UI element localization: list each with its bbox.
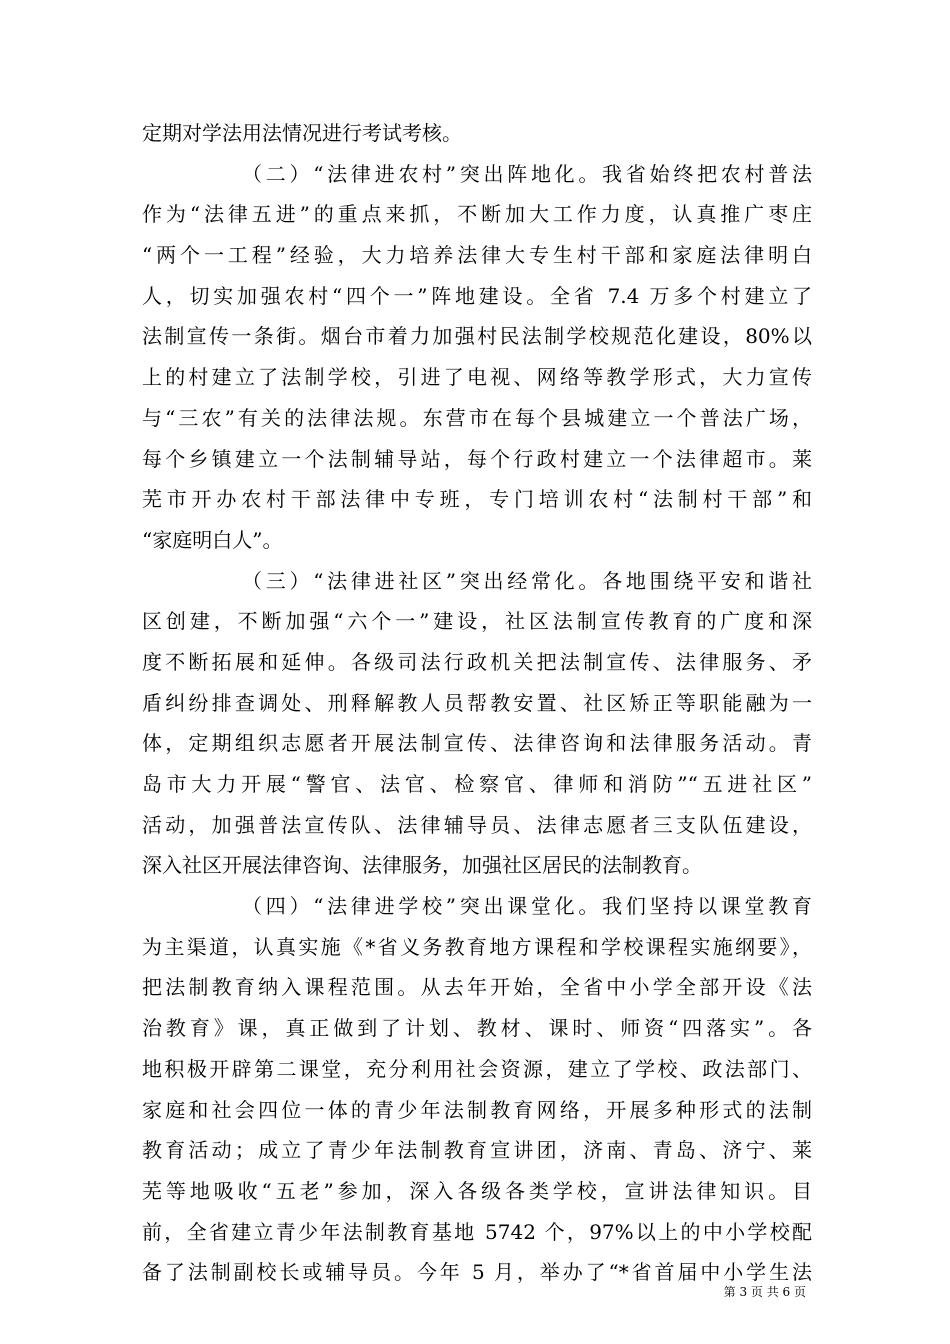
text-line: 盾纠纷排查调处、刑释解教人员帮教安置、社区矫正等职能融为一 [142, 690, 812, 715]
text-line: （三）“法律进社区”突出经常化。各地围绕平安和谐社 [242, 568, 812, 593]
text-line: 把法制教育纳入课程范围。从去年开始，全省中小学全部开设《法 [142, 975, 812, 1000]
text-line: 定期对学法用法情况进行考试考核。 [142, 121, 462, 145]
text-line: 家庭和社会四位一体的青少年法制教育网络，开展多种形式的法制 [142, 1097, 812, 1122]
text-line: 芜等地吸收“五老”参加，深入各级各类学校，宣讲法律知识。目 [142, 1178, 812, 1203]
text-line: （四）“法律进学校”突出课堂化。我们坚持以课堂教育 [242, 894, 812, 919]
text-line: 治教育》课，真正做到了计划、教材、课时、师资“四落实”。各 [142, 1016, 812, 1041]
text-line: “家庭明白人”。 [142, 527, 283, 552]
text-line: 芜市开办农村干部法律中专班，专门培训农村“法制村干部”和 [142, 487, 812, 512]
body-text [142, 113, 812, 1293]
text-line: 岛市大力开展“警官、法官、检察官、律师和消防”“五进社区” [142, 772, 812, 796]
text-line: 每个乡镇建立一个法制辅导站，每个行政村建立一个法律超市。莱 [142, 446, 812, 471]
text-line: 前，全省建立青少年法制教育基地 5742 个，97%以上的中小学校配 [142, 1219, 812, 1244]
text-line: 地积极开辟第二课堂，充分利用社会资源，建立了学校、政法部门、 [142, 1056, 812, 1081]
text-line: 体，定期组织志愿者开展法制宣传、法律咨询和法律服务活动。青 [142, 731, 812, 756]
text-line: 作为“法律五进”的重点来抓，不断加大工作力度，认真推广枣庄 [142, 202, 812, 227]
text-line: 人，切实加强农村“四个一”阵地建设。全省 7.4 万多个村建立了 [142, 283, 812, 308]
page-number: 第 3 页 共 6 页 [723, 1285, 806, 1299]
text-line: 与“三农”有关的法律法规。东营市在每个县城建立一个普法广场， [142, 405, 812, 430]
text-line: 度不断拓展和延伸。各级司法行政机关把法制宣传、法律服务、矛 [142, 649, 812, 674]
text-line: 区创建，不断加强“六个一”建设，社区法制宣传教育的广度和深 [142, 609, 812, 634]
text-line: 备了法制副校长或辅导员。今年 5 月，举办了“*省首届中小学生法 [142, 1260, 812, 1285]
text-line: 教育活动；成立了青少年法制教育宣讲团，济南、青岛、济宁、莱 [142, 1138, 812, 1163]
text-line: “两个一工程”经验，大力培养法律大专生村干部和家庭法律明白 [142, 243, 812, 268]
text-line: （二）“法律进农村”突出阵地化。我省始终把农村普法 [242, 161, 812, 186]
text-line: 为主渠道，认真实施《*省义务教育地方课程和学校课程实施纲要》， [142, 934, 812, 959]
text-line: 活动，加强普法宣传队、法律辅导员、法律志愿者三支队伍建设， [142, 812, 812, 837]
text-line: 法制宣传一条街。烟台市着力加强村民法制学校规范化建设，80%以 [142, 324, 812, 349]
text-line: 深入社区开展法律咨询、法律服务，加强社区居民的法制教育。 [142, 853, 702, 878]
text-line: 上的村建立了法制学校，引进了电视、网络等教学形式，大力宣传 [142, 365, 812, 390]
